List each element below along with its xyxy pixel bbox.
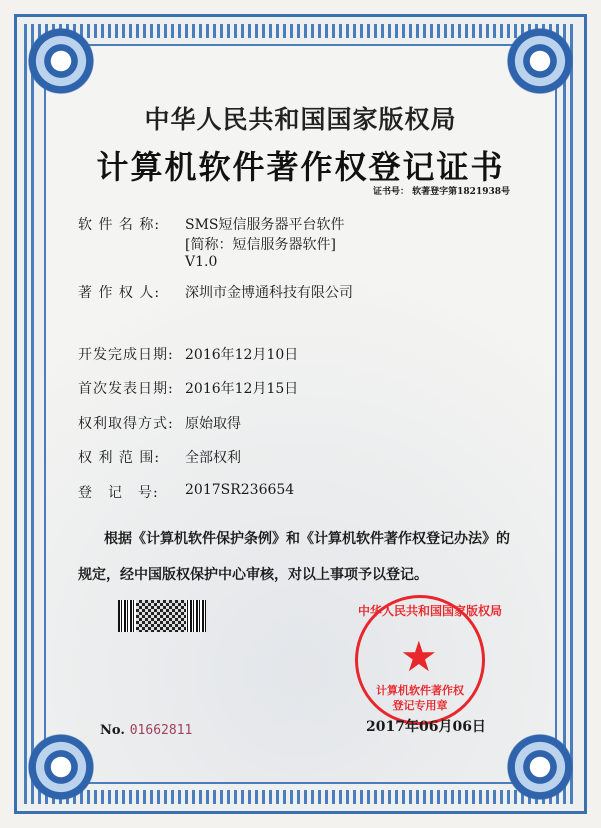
statement-line-2: 规定，经中国版权保护中心审核，对以上事项予以登记。 [78,567,428,583]
issuer-title: 中华人民共和国国家版权局 [144,105,457,134]
corner-ornament-icon [501,22,579,100]
seal-line-1: 计算机软件著作权 [376,684,464,697]
official-seal [355,595,503,725]
field-label-scope: 权 利 范 围: [78,450,161,466]
field-value-owner: 深圳市金博通科技有限公司 [185,285,353,301]
field-label-publish-date: 首次发表日期: [78,381,174,397]
corner-ornament-icon [22,22,100,100]
corner-ornament-icon [501,728,579,806]
seal-line-2: 登记专用章 [392,699,448,712]
star-icon: ★ [400,632,438,681]
issue-date: 2017年06月06日 [366,719,486,735]
field-label-owner: 著 作 权 人: [78,285,161,301]
barcode [118,600,206,632]
seal-ring-text: 中华人民共和国国家版权局 [358,604,503,618]
field-value-publish-date: 2016年12月15日 [185,381,299,397]
certificate-number: 证书号： 软著登字第1821938号 [373,187,510,197]
corner-ornament-icon [22,728,100,806]
field-value-scope: 全部权利 [185,450,241,466]
field-value-dev-date: 2016年12月10日 [185,347,299,363]
certificate-title: 计算机软件著作权登记证书 [96,148,505,186]
statement-line-1: 根据《计算机软件保护条例》和《计算机软件著作权登记办法》的 [104,531,510,547]
field-label-software-name: 软 件 名 称: [78,217,161,233]
serial-number: No. 01662811 [100,723,193,738]
field-value-acquisition: 原始取得 [185,416,241,432]
field-label-reg-number: 登 记 号: [78,485,159,501]
field-value-reg-number: 2017SR236654 [185,482,295,498]
field-label-dev-date: 开发完成日期: [78,347,174,363]
field-value-short-name: [简称：短信服务器软件] [185,237,336,253]
field-value-software-name: SMS短信服务器平台软件 [185,217,345,233]
field-value-version: V1.0 [185,254,218,270]
field-label-acquisition: 权利取得方式: [78,416,174,432]
